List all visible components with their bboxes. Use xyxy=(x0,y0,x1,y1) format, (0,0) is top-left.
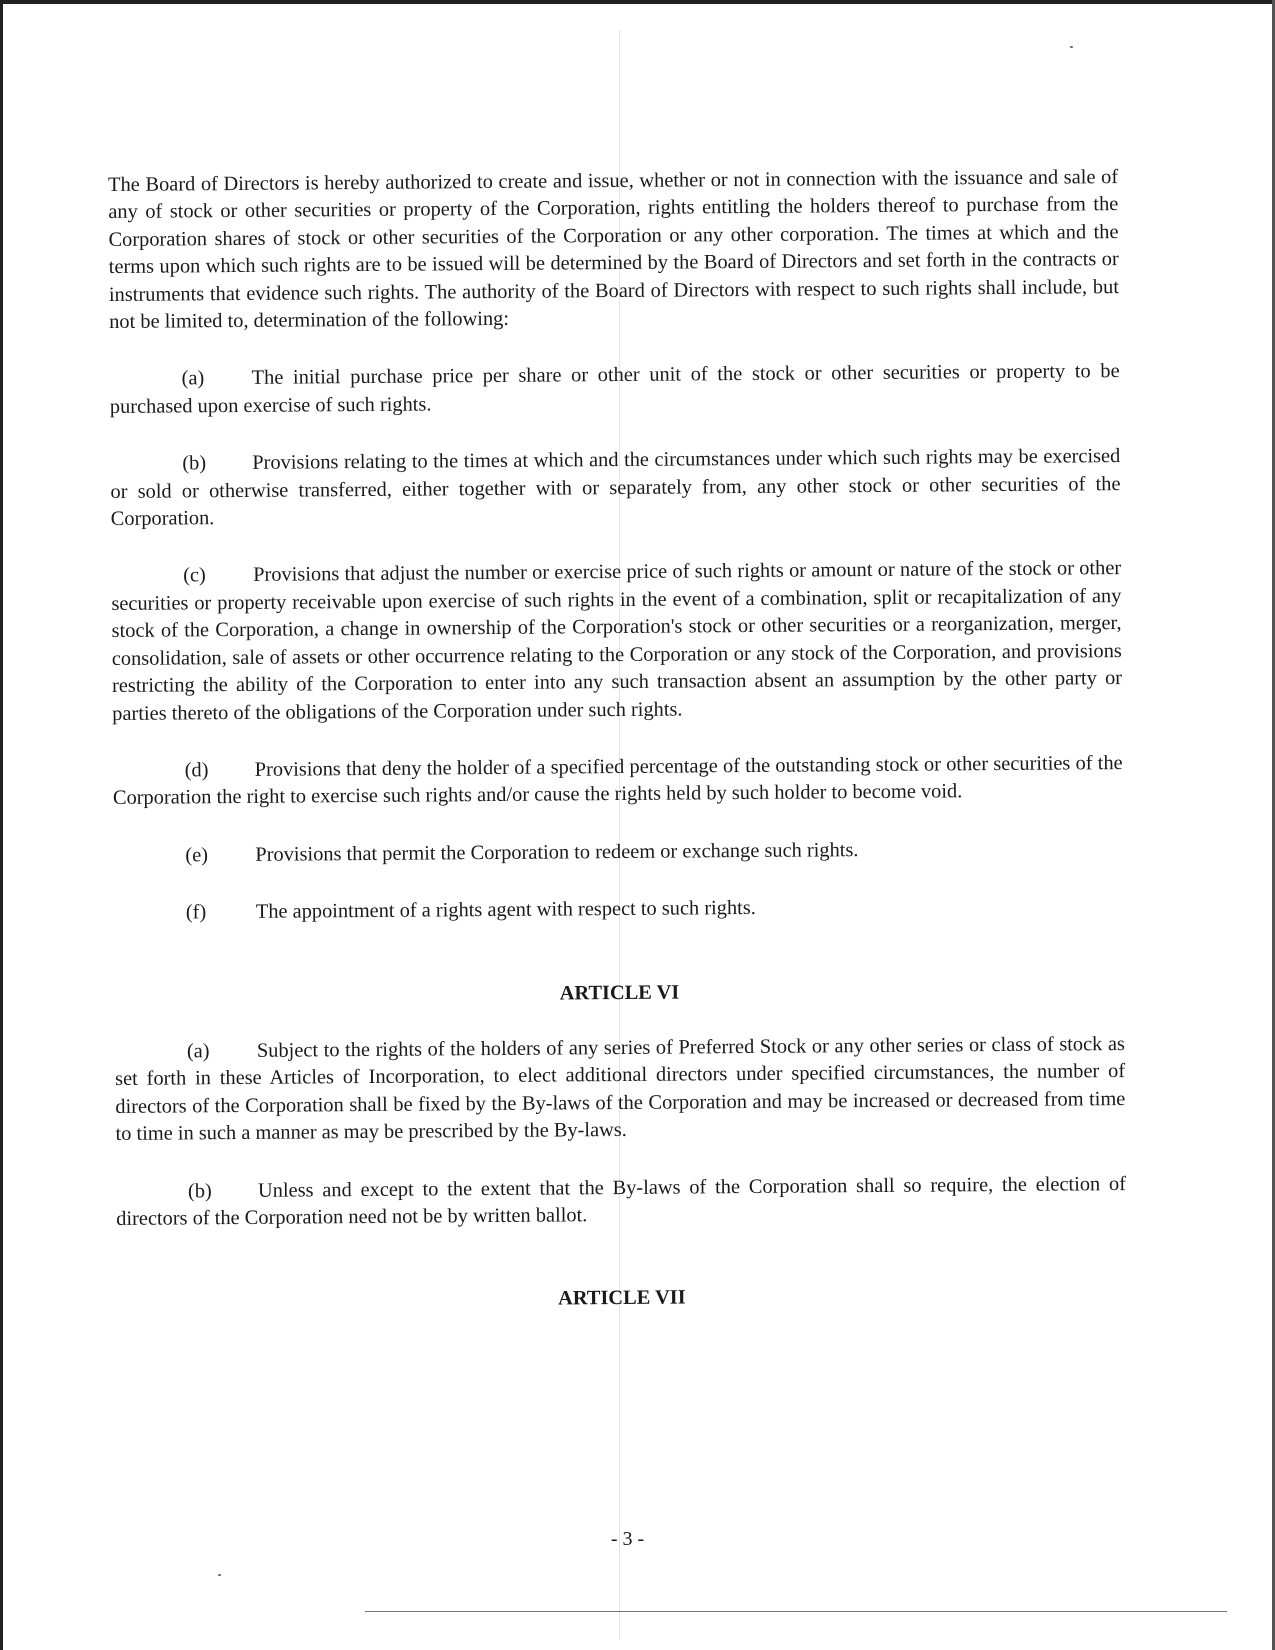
item-text: The appointment of a rights agent with respect to such rights. xyxy=(255,897,756,923)
item-marker: (e) xyxy=(185,843,209,867)
article-vi-item-a xyxy=(115,1031,1126,1149)
rights-item-d xyxy=(113,750,1123,813)
rights-item-e xyxy=(113,835,1123,870)
bottom-rule xyxy=(365,1611,1227,1612)
item-marker: (d) xyxy=(184,759,209,782)
item-text: Provisions relating to the times at which and the circumstances under which such rights may be exercised or sold or otherwise transferred, either together with or separately from, any other stock or other securities of the Corporation. xyxy=(110,445,1121,531)
scan-border-top xyxy=(0,0,1275,4)
article-vi-heading: ARTICLE VI xyxy=(559,981,680,1005)
item-text: The initial purchase price per share or other unit of the stock or other securities or property to be purchased upon exercise of such rights. xyxy=(109,360,1120,418)
scan-speck xyxy=(218,1574,221,1576)
item-text: Subject to the rights of the holders of any series of Preferred Stock or any other series or class of stock as set forth in these Articles of Incorporation, to elect additional directors under specified circumstances, the number of directors of the Corporation shall be fixed by the By-laws of the Corporation and may be increased or decreased from time to time in such a manner as may be prescribed by the By-laws. xyxy=(115,1032,1126,1146)
document-body xyxy=(108,164,1127,1345)
item-marker: (a) xyxy=(181,367,205,390)
rights-item-b xyxy=(110,443,1121,533)
item-text: Provisions that adjust the number or exercise price of such rights or amount or nature of the stock or other securities or property receivable upon exercise of such rights in the event of a combination, split or recapitalization of any stock of the Corporation, a change in ownership of the Corporation's stock or other securities or a reorganization, merger, consolidation, sale of assets or other occurrence relating to the Corporation or any stock of the Corporation, and provisions restricting the ability of the Corporation to enter into any such transaction absent an assumption by the other party or parties thereto of the obligations of the Corporation under such rights. xyxy=(111,557,1123,725)
item-marker: (a) xyxy=(186,1040,210,1063)
scan-border-left xyxy=(0,0,3,1650)
item-marker: (c) xyxy=(183,564,206,587)
item-marker: (b) xyxy=(187,1179,212,1202)
item-text: Provisions that permit the Corporation to redeem or exchange such rights. xyxy=(255,838,859,866)
article-vi-item-b xyxy=(116,1171,1126,1234)
rights-item-c xyxy=(111,556,1122,728)
item-marker: (f) xyxy=(185,901,207,924)
item-text: Unless and except to the extent that the By-laws of the Corporation shall so require, the election of directors of the Corporation need not be by written ballot. xyxy=(116,1172,1127,1230)
scan-speck xyxy=(1070,46,1073,48)
intro-paragraph: The Board of Directors is hereby authorized to create and issue, whether or not in connection with the issuance and sale of any of stock or other securities or property of the Corporation, rights entitling the holders thereof to purchase from the Corporation shares of stock or other securities of the Corporation or any other corporation. The times at which and the terms upon which such rights are to be issued will be determined by the Board of Directors and set forth in the contracts or instruments that evidence such rights. The authority of the Board of Directors with respect to such rights shall include, but not be limited to, determination of the following: xyxy=(108,166,1120,334)
article-vii-heading: ARTICLE VII xyxy=(558,1286,686,1310)
item-marker: (b) xyxy=(182,452,207,475)
item-text: Provisions that deny the holder of a specified percentage of the outstanding stock or other securities of the Corporation the right to exercise such rights and/or cause the rights held by such holder to become void. xyxy=(112,751,1123,810)
rights-item-a xyxy=(110,358,1120,421)
rights-item-f xyxy=(114,892,1124,927)
page-number: - 3 - xyxy=(610,1528,645,1550)
